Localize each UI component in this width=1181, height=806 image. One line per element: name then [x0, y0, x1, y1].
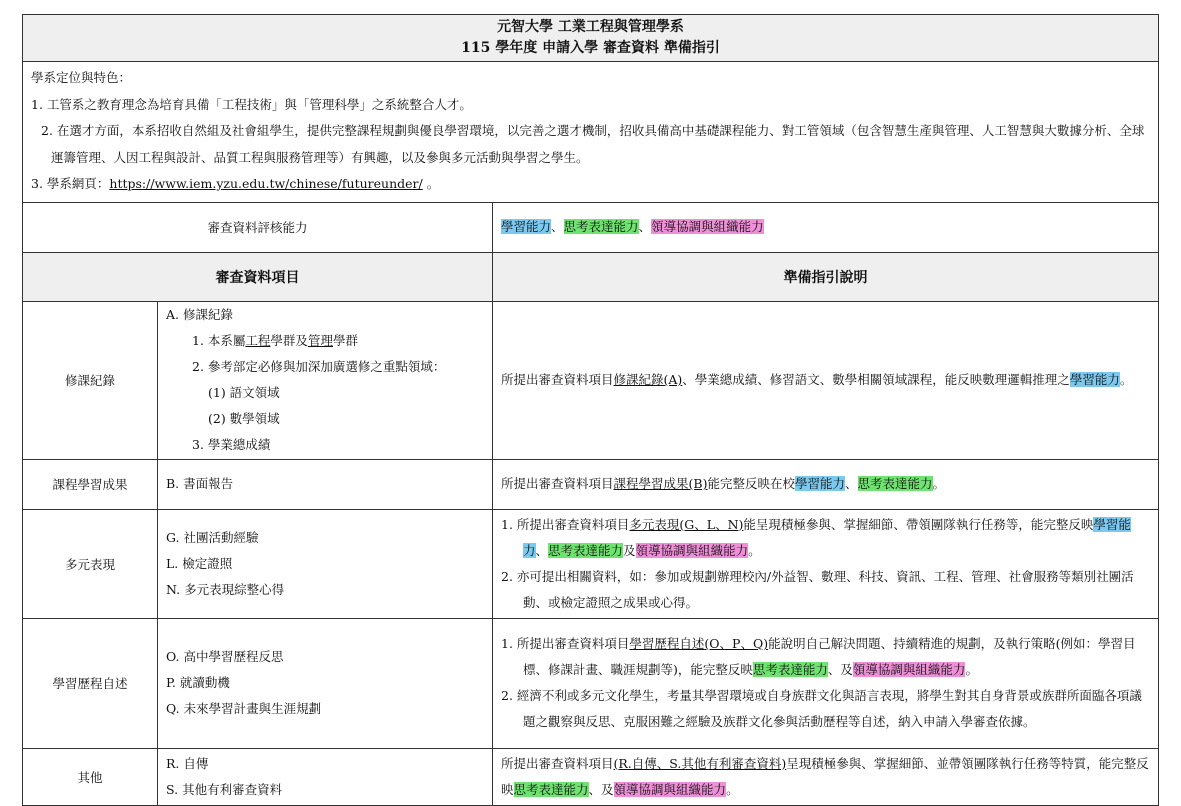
desc-results-sep: 、 — [845, 476, 858, 491]
row-others — [23, 748, 1159, 805]
item-b: B. 書面報告 — [166, 476, 234, 491]
desc-others-thinking: 思考表達能力 — [513, 781, 589, 797]
desc-diverse — [493, 509, 1159, 618]
item-g: G. 社團活動經驗 — [166, 529, 259, 545]
desc-diverse-sep: 、 — [535, 542, 549, 558]
desc-portfolio-p1-body: 能說明自己解決問題、持續精進的規劃，及執行策略(例如：學習目標、修課計畫、職涯規劃等)，能完整反映 — [523, 636, 1136, 677]
desc-coursework-suffix: 。 — [1119, 372, 1133, 387]
item-s: S. 其他有利審查資料 — [166, 781, 283, 797]
desc-others — [493, 748, 1159, 805]
row-coursework — [23, 301, 1159, 459]
category-diverse: 多元表現 — [23, 509, 158, 618]
item-p: P. 就讀動機 — [166, 675, 230, 690]
guide-header: 準備指引說明 — [493, 252, 1159, 301]
items-results — [158, 459, 493, 509]
item-a-1-management: 管理 — [307, 333, 333, 348]
desc-diverse-p1-body: 能呈現積極參與、掌握細節、帶領團隊執行任務等，能完整反映 — [743, 516, 1094, 532]
title-row — [23, 15, 1159, 62]
item-r: R. 自傳 — [166, 755, 209, 771]
items-header: 審查資料項目 — [23, 252, 493, 301]
desc-diverse-learning: 學習能力 — [523, 516, 1131, 558]
desc-coursework-ref: 修課紀錄(A) — [613, 372, 683, 387]
intro-point-2: 2. 在選才方面，本系招收自然組及社會組學生，提供完整課程規劃與優良學習環境，以完善之選才機制，招收具備高中基礎課程能力、對工管領域（包含智慧生產與管理、人工智慧與大數據分析、全球運籌管理、人因工程與設計、品質工程與服務管理等）有興趣，以及參與多元活動與學習之學生。 — [41, 123, 1145, 165]
desc-portfolio — [493, 618, 1159, 748]
intro-point-3-prefix: 3. 學系網頁： — [31, 176, 110, 191]
intro-point-3-suffix: 。 — [422, 176, 440, 191]
row-results — [23, 459, 1159, 509]
desc-results-thinking: 思考表達能力 — [857, 476, 933, 491]
department-website-link[interactable]: https://www.iem.yzu.edu.tw/chinese/futureunder/ — [109, 176, 423, 191]
desc-results-ref: 課程學習成果(B) — [613, 476, 708, 491]
item-a: A. 修課紀錄 — [166, 307, 233, 322]
ability-sep-2: 、 — [638, 219, 652, 234]
desc-diverse-thinking: 思考表達能力 — [548, 542, 624, 558]
intro-heading: 學系定位與特色： — [31, 70, 132, 85]
desc-diverse-leadership: 領導協調與組織能力 — [635, 542, 749, 558]
header-row — [23, 252, 1159, 301]
row-diverse — [23, 509, 1159, 618]
intro-cell — [23, 62, 1159, 203]
ability-thinking: 思考表達能力 — [563, 219, 639, 234]
desc-portfolio-and: 、及 — [827, 662, 853, 677]
desc-others-suffix: 。 — [726, 781, 739, 797]
desc-portfolio-leadership: 領導協調與組織能力 — [852, 662, 966, 677]
item-a-2-2: (2) 數學領域 — [208, 411, 280, 426]
item-a-3: 3. 學業總成績 — [192, 437, 271, 452]
desc-diverse-and: 及 — [623, 542, 636, 558]
ability-sep-1: 、 — [551, 219, 564, 234]
item-a-1-prefix: 1. 本系屬 — [192, 333, 246, 348]
item-a-1-engineering: 工程 — [245, 333, 271, 348]
desc-diverse-p1-ref: 多元表現(G、L、N) — [629, 516, 744, 532]
items-coursework — [158, 301, 493, 459]
desc-portfolio-p1-prefix: 1. 所提出審查資料項目 — [501, 636, 630, 651]
guide-sheet — [22, 14, 1158, 806]
desc-others-body: 呈現積極參與、掌握細節、並帶領團隊執行任務等特質，能完整反映 — [501, 755, 1149, 797]
abilities-label: 審查資料評核能力 — [23, 202, 493, 252]
desc-portfolio-p1-ref: 學習歷程自述(O、P、Q) — [629, 636, 769, 651]
desc-portfolio-p1-suffix: 。 — [965, 662, 978, 677]
desc-portfolio-thinking: 思考表達能力 — [752, 662, 828, 677]
desc-others-prefix: 所提出審查資料項目 — [501, 755, 614, 771]
abilities-list — [493, 202, 1159, 252]
desc-diverse-point-2: 2. 亦可提出相關資料，如：參加或規劃辦理校內/外益智、數理、科技、資訊、工程、管理、社會服務等類別社團活動、或檢定證照之成果或心得。 — [501, 568, 1134, 610]
desc-portfolio-point-2: 2. 經濟不利或多元文化學生，考量其學習環境或自身族群文化與語言表現，將學生對其自身背景或族群所面臨各項議題之觀察與反思、克服困難之經驗及族群文化參與活動歷程等自述，納入申請入學審查依據。 — [501, 688, 1142, 729]
guide-table — [22, 14, 1159, 806]
intro-row — [23, 62, 1159, 203]
desc-results-body: 能完整反映在校 — [707, 476, 795, 491]
title-line-2: 115 學年度 申請入學 審查資料 準備指引 — [461, 40, 720, 56]
desc-others-and: 、及 — [588, 781, 614, 797]
item-a-1-suffix: 學群 — [332, 333, 358, 348]
items-diverse — [158, 509, 493, 618]
item-a-2: 2. 參考部定必修與加深加廣選修之重點領域： — [192, 359, 446, 374]
items-others — [158, 748, 493, 805]
desc-coursework-learning: 學習能力 — [1069, 372, 1120, 387]
desc-diverse-point-1 — [501, 512, 1150, 564]
category-coursework: 修課紀錄 — [23, 301, 158, 459]
desc-others-ref: (R.自傳、S.其他有利審查資料) — [613, 755, 787, 771]
category-others: 其他 — [23, 748, 158, 805]
desc-portfolio-point-1 — [501, 631, 1150, 683]
item-q: Q. 未來學習計畫與生涯規劃 — [166, 701, 322, 716]
desc-diverse-p1-prefix: 1. 所提出審查資料項目 — [501, 516, 630, 532]
desc-results — [493, 459, 1159, 509]
desc-coursework — [493, 301, 1159, 459]
desc-results-learning: 學習能力 — [794, 476, 845, 491]
row-portfolio — [23, 618, 1159, 748]
item-o: O. 高中學習歷程反思 — [166, 649, 284, 664]
desc-diverse-p1-suffix: 。 — [748, 542, 761, 558]
desc-coursework-prefix: 所提出審查資料項目 — [501, 372, 614, 387]
desc-results-suffix: 。 — [932, 476, 946, 491]
abilities-row — [23, 202, 1159, 252]
ability-leadership: 領導協調與組織能力 — [651, 219, 764, 234]
desc-coursework-body: 、學業總成績、修習語文、數學相關領域課程，能反映數理邏輯推理之 — [682, 372, 1070, 387]
item-l: L. 檢定證照 — [166, 555, 233, 571]
desc-results-prefix: 所提出審查資料項目 — [501, 476, 614, 491]
page-title — [23, 15, 1159, 62]
item-a-1-mid: 學群及 — [270, 333, 308, 348]
intro-point-1: 1. 工管系之教育理念為培育具備「工程技術」與「管理科學」之系統整合人才。 — [31, 96, 472, 112]
item-a-2-1: (1) 語文領域 — [208, 385, 280, 400]
intro-point-3 — [31, 171, 1150, 198]
category-results: 課程學習成果 — [23, 459, 158, 509]
items-portfolio — [158, 618, 493, 748]
title-line-1: 元智大學 工業工程與管理學系 — [497, 19, 684, 35]
desc-others-leadership: 領導協調與組織能力 — [613, 781, 727, 797]
item-a-1 — [166, 328, 484, 354]
category-portfolio: 學習歷程自述 — [23, 618, 158, 748]
item-n: N. 多元表現綜整心得 — [166, 581, 285, 597]
ability-learning: 學習能力 — [501, 219, 552, 234]
